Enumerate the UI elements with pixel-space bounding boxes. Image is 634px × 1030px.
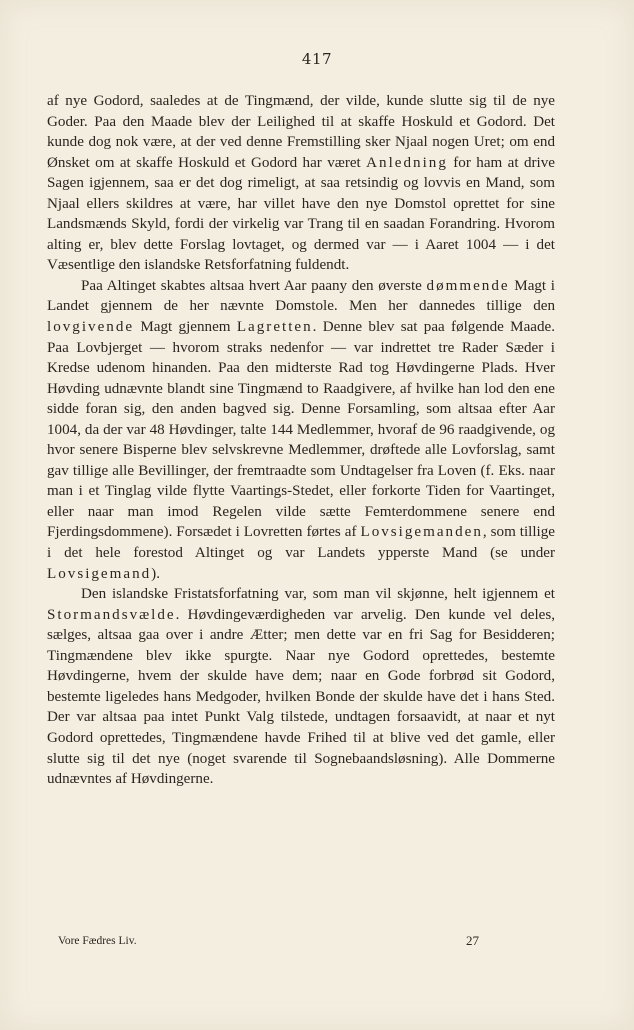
footer-sheet-number: 27 [466,933,479,948]
page-number: 417 [301,50,333,68]
body-text [47,91,555,790]
paragraph-3: Den islandske Fristatsforfatning var, som man vil skjønne, helt igjennem et Stormandsvælde. Høvdingeværdigheden var arvelig. Den kunde vel deles, sælges, altsaa gaa over i andre Ætter; men dette var en fri Sag for Besidderen; Tingmændene blev ikke spurgte. Naar nye Godord oprettedes, bestemte Høvdingerne, hvem der skulde have dem; naar en Gode forbrød sit Godord, bestemte ligeledes hans Medgoder, hvilken Bonde der skulde have det i hans Sted. Der var altsaa paa intet Punkt Valg tilstede, undtagen forsaavidt, at naar et nyt Godord oprettedes, Tingmændene havde Frihed til at blive ved det gamle, eller slutte sig til det nye (noget svarende til Sognebaandsløsning). Alle Dommerne udnævntes af Høvdingerne. [47,586,555,788]
footer-signature: Vore Fædres Liv. [58,935,137,947]
paragraph-1: af nye Godord, saaledes at de Tingmænd, der vilde, kunde slutte sig til de nye Goder. Paa den Maade blev der Leilighed til at skaffe Hoskuld et Godord. Det kunde dog nok være, at der ved denne Fremstilling sker Njaal nogen Uret; om end Ønsket om at skaffe Hoskuld et Godord har været Anledning for ham at drive Sagen igjennem, saa er det dog rimeligt, at saa retsindig og lovvis en Mand, som Njaal ellers skildres at være, har villet have den nye Domstol oprettet for sine Landsmænds Skyld, fordi der virkelig var Trang til en saadan Forandring. Hvorom alting er, blev dette Forslag lovtaget, og dermed var — i Aaret 1004 — i det Væsentlige den islandske Retsforfatning fuldendt. [47,93,555,274]
paragraph-2: Paa Altinget skabtes altsaa hvert Aar paany den øverste dømmende Magt i Landet gjennem de her nævnte Domstole. Men her dannedes tillige den lovgivende Magt gjennem Lagretten. Denne blev sat paa følgende Maade. Paa Lovbjerget — hvorom straks nedenfor — var indrettet tre Rader Sæder i Kredse udenom hinanden. Paa den midterste Rad tog Høvdingerne Plads. Hver Høvding udnævnte blandt sine Tingmænd to Raadgivere, af hvilke han lod den ene sidde foran sig, den anden bagved sig. Denne Forsamling, som altsaa efter Aar 1004, da der var 48 Høvdinger, talte 144 Medlemmer, hvoraf de 96 raadgivende, og hvor senere Bisperne blev selvskrevne Medlemmer, drøftede alle Lovforslag, samt gav tillige alle Bevillinger, der fremtraadte som Undtagelser fra Loven (f. Eks. naar man i et Tinglag vilde flytte Vaartings-Stedet, eller forkorte Tiden for Vaartinget, eller naar man imod Regelen vilde sætte Femterdommene senere end Fjerdingsdommene). Forsædet i Lovretten førtes af Lovsigemanden, som tillige i det hele forestod Altinget og var Landets ypperste Mand (se under Lovsigemand). [47,277,555,582]
